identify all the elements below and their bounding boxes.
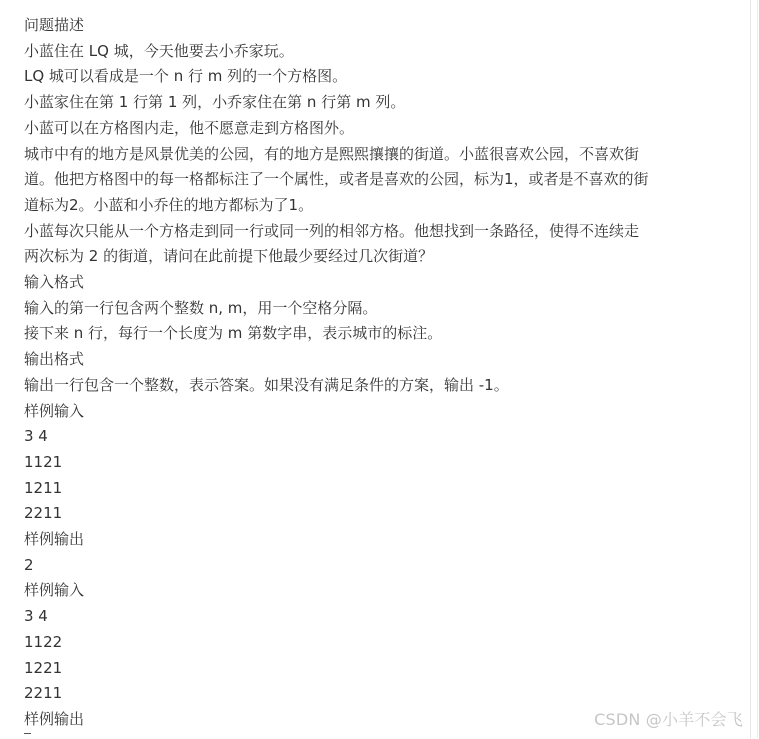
section-heading-input-format: 输入格式 <box>24 273 85 292</box>
sample-line: 1211 <box>24 478 63 497</box>
sample-line: 2211 <box>24 504 63 523</box>
sample-line: 3 4 <box>24 427 48 446</box>
text-line: 道。他把方格图中的每一格都标注了一个属性，或者是喜欢的公园，标为1，或者是不喜欢的街 <box>24 170 649 189</box>
text-line: 输入的第一行包含两个整数 n, m，用一个空格分隔。 <box>24 298 378 317</box>
sample-output-heading: 样例输出 <box>24 709 85 728</box>
scrollbar-edge[interactable] <box>757 0 758 738</box>
text-line: 输出一行包含一个整数，表示答案。如果没有满足条件的方案，输出 -1。 <box>24 375 509 394</box>
csdn-watermark: CSDN @小羊不会飞 <box>594 710 743 729</box>
clipped-text-fragment <box>24 733 31 739</box>
section-heading-output-format: 输出格式 <box>24 350 85 369</box>
problem-statement <box>24 13 714 733</box>
text-line: 小蓝每次只能从一个方格走到同一行或同一列的相邻方格。他想找到一条路径，使得不连续走 <box>24 221 640 240</box>
text-line: 小蓝住在 LQ 城，今天他要去小乔家玩。 <box>24 41 294 60</box>
text-line: LQ 城可以看成是一个 n 行 m 列的一个方格图。 <box>24 67 348 86</box>
text-line: 道标为2。小蓝和小乔住的地方都标为了1。 <box>24 195 314 214</box>
sample-line: 1122 <box>24 632 63 651</box>
sample-line: 3 4 <box>24 607 48 626</box>
section-heading-problem: 问题描述 <box>24 16 85 34</box>
text-line: 小蓝可以在方格图内走，他不愿意走到方格图外。 <box>24 118 355 137</box>
sample-input-heading: 样例输入 <box>24 401 85 420</box>
sample-line: 1221 <box>24 658 63 677</box>
sample-line: 2 <box>24 555 34 574</box>
sample-output-heading: 样例输出 <box>24 530 85 549</box>
text-line: 接下来 n 行，每行一个长度为 m 第数字串，表示城市的标注。 <box>24 324 443 343</box>
sample-line: 2211 <box>24 684 63 703</box>
sample-line: 1121 <box>24 452 63 471</box>
text-line: 城市中有的地方是风景优美的公园，有的地方是熙熙攘攘的街道。小蓝很喜欢公园，不喜欢街 <box>24 144 640 163</box>
text-line: 两次标为 2 的街道，请问在此前提下他最少要经过几次街道？ <box>24 247 434 266</box>
content-border <box>750 0 751 738</box>
sample-input-heading: 样例输入 <box>24 581 85 600</box>
text-line: 小蓝家住在第 1 行第 1 列，小乔家住在第 n 行第 m 列。 <box>24 93 406 112</box>
